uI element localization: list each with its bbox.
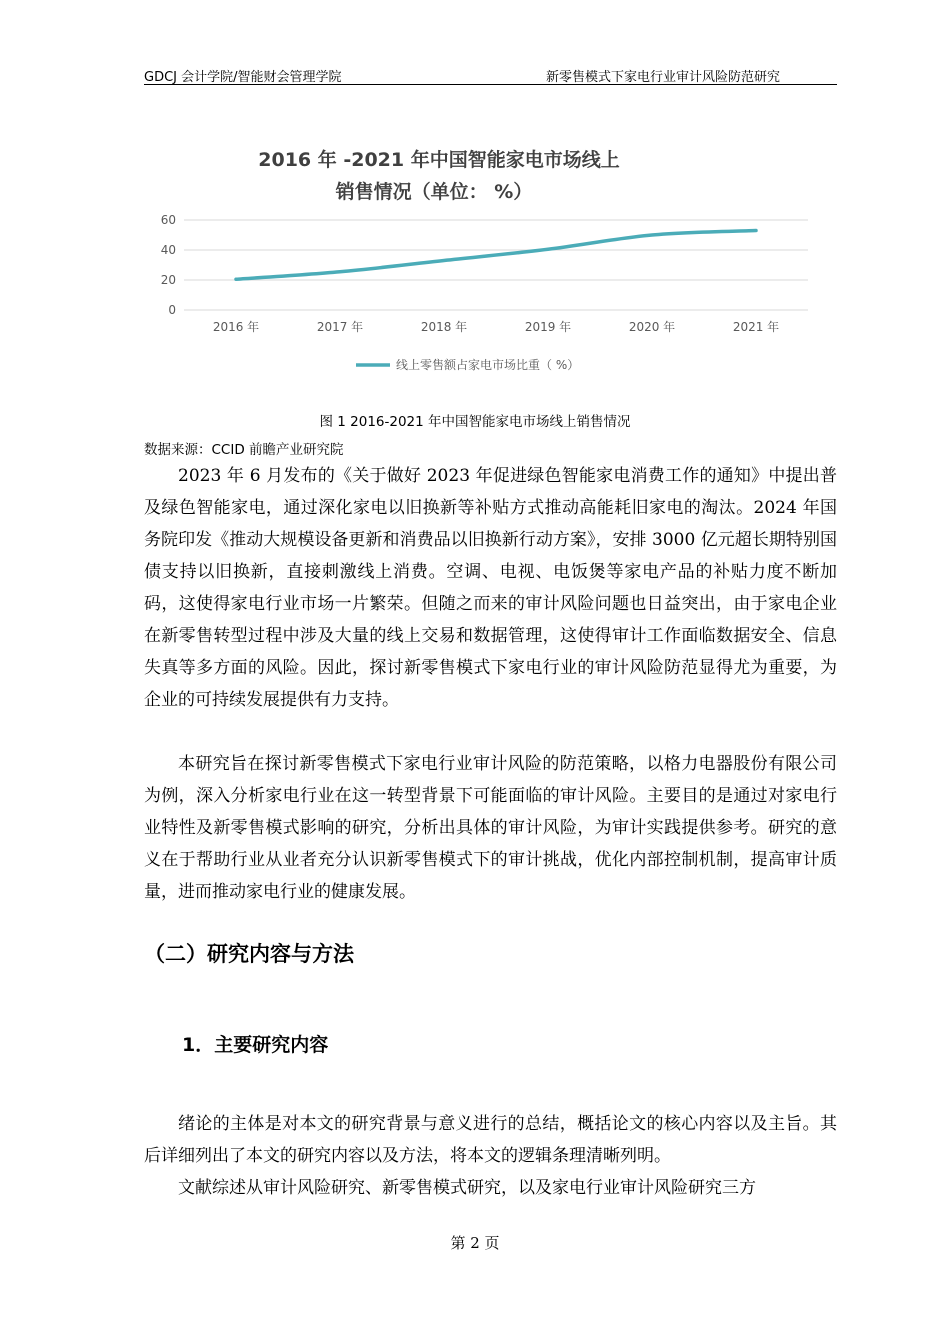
paragraph-purpose: 本研究旨在探讨新零售模式下家电行业审计风险的防范策略，以格力电器股份有限公司为例，深入分析家电行业在这一转型背景下可能面临的审计风险。主要目的是通过对家电行业特性及新零售模式影响的研究，分析出具体的审计风险，为审计实践提供参考。研究的意义在于帮助行业从业者充分认识新零售模式下的审计挑战，优化内部控制机制，提高审计质量，进而推动家电行业的健康发展。	[144, 754, 837, 902]
header-rule	[144, 84, 837, 85]
x-tick-label: 2018 年	[420, 320, 468, 334]
page-number: 第 2 页	[450, 1234, 500, 1252]
y-tick-label: 20	[160, 273, 176, 287]
subsection-heading: 1．主要研究内容	[182, 1034, 329, 1056]
y-tick-label: 60	[160, 213, 176, 227]
series-line	[236, 231, 756, 280]
x-tick-label: 2019 年	[524, 320, 572, 334]
x-tick-label: 2021 年	[732, 320, 780, 334]
x-tick-label: 2017 年	[316, 320, 364, 334]
chart-title-line-1: 2016 年 -2021 年中国智能家电市场线上	[258, 149, 620, 171]
chart-title-line-2: 销售情况（单位： %）	[335, 181, 533, 203]
chart-svg	[144, 138, 824, 388]
paragraph-background: 2023 年 6 月发布的《关于做好 2023 年促进绿色智能家电消费工作的通知》中提出普及绿色智能家电，通过深化家电以旧换新等补贴方式推动高能耗旧家电的淘汰。2024 年国务院印发《推动大规模设备更新和消费品以旧换新行动方案》，安排 3000 亿元超长期特别国债支持以旧换新，直接刺激线上消费。空调、电视、电饭煲等家电产品的补贴力度不断加码，这使得家电行业市场一片繁荣。但随之而来的审计风险问题也日益突出，由于家电企业在新零售转型过程中涉及大量的线上交易和数据管理，这使得审计工作面临数据安全、信息失真等多方面的风险。因此，探讨新零售模式下家电行业的审计风险防范显得尤为重要，为企业的可持续发展提供有力支持。	[144, 466, 837, 710]
figure-source: 数据来源：CCID 前瞻产业研究院	[144, 442, 344, 458]
figure-caption: 图 1 2016-2021 年中国智能家电市场线上销售情况	[319, 414, 631, 430]
y-tick-label: 40	[160, 243, 176, 257]
paragraph-intro-summary: 绪论的主体是对本文的研究背景与意义进行的总结，概括论文的核心内容以及主旨。其后详细列出了本文的研究内容以及方法，将本文的逻辑条理清晰列明。	[144, 1114, 837, 1166]
legend-label: 线上零售额占家电市场比重（ %）	[396, 358, 580, 372]
x-tick-label: 2020 年	[628, 320, 676, 334]
y-tick-label: 0	[168, 303, 176, 317]
x-tick-label: 2016 年	[212, 320, 260, 334]
line-chart	[144, 138, 824, 388]
header-right: 新零售模式下家电行业审计风险防范研究	[545, 70, 780, 85]
section-heading: （二）研究内容与方法	[144, 942, 354, 966]
paragraph-literature: 文献综述从审计风险研究、新零售模式研究，以及家电行业审计风险研究三方	[178, 1178, 756, 1198]
header-left: GDCJ 会计学院/智能财会管理学院	[144, 70, 342, 85]
